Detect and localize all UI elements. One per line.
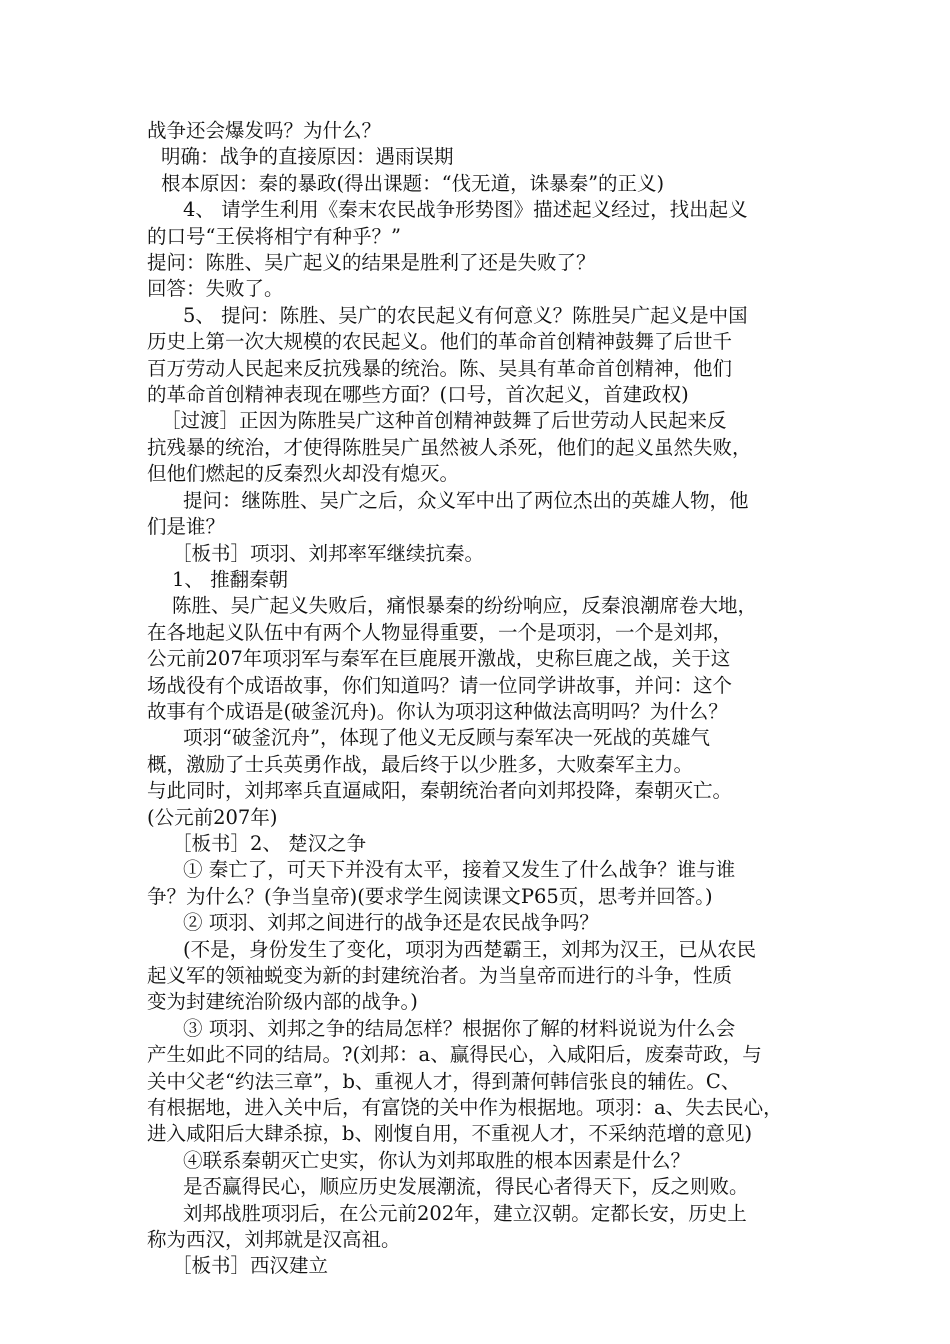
text-line: 称为西汉，刘邦就是汉高祖。 bbox=[147, 1228, 401, 1252]
text-line: 产生如此不同的结局。?(刘邦：a、赢得民心，入咸阳后，废秦苛政，与 bbox=[147, 1043, 762, 1067]
text-line: ② 项羽、刘邦之间进行的战争还是农民战争吗？ bbox=[183, 911, 599, 935]
text-line: ［过渡］正因为陈胜吴广这种首创精神鼓舞了后世劳动人民起来反 bbox=[161, 409, 727, 433]
text-line: 百万劳动人民起来反抗残暴的统治。陈、吴具有革命首创精神，他们 bbox=[147, 356, 733, 380]
text-line: 回答：失败了。 bbox=[147, 277, 284, 301]
text-line: 公元前207年项羽军与秦军在巨鹿展开激战，史称巨鹿之战，关于这 bbox=[147, 647, 731, 671]
text-line: ［板书］项羽、刘邦率军继续抗秦。 bbox=[172, 541, 485, 565]
text-line: 刘邦战胜项羽后，在公元前202年，建立汉朝。定都长安，历史上 bbox=[183, 1201, 747, 1225]
text-line: (公元前207年) bbox=[147, 805, 278, 829]
text-line: 进入咸阳后大肆杀掠，b、刚愎自用，不重视人才，不采纳范增的意见) bbox=[147, 1122, 753, 1146]
text-line: 4、 请学生利用《秦末农民战争形势图》描述起义经过，找出起义 bbox=[183, 198, 748, 222]
text-line: 在各地起义队伍中有两个人物显得重要，一个是项羽，一个是刘邦， bbox=[147, 620, 733, 644]
text-line: 但他们燃起的反秦烈火却没有熄灭。 bbox=[147, 462, 460, 486]
text-line: 起义军的领袖蜕变为新的封建统治者。为当皇帝而进行的斗争，性质 bbox=[147, 964, 733, 987]
text-line: 提问：陈胜、吴广起义的结果是胜利了还是失败了？ bbox=[147, 251, 596, 275]
text-line: 关中父老“约法三章”，b、重视人才，得到萧何韩信张良的辅佐。C、 bbox=[147, 1069, 741, 1093]
text-line: 故事有个成语是(破釜沉舟)。你认为项羽这种做法高明吗？为什么？ bbox=[147, 699, 728, 723]
text-line: 概，激励了士兵英勇作战，最后终于以少胜多，大败秦军主力。 bbox=[147, 752, 694, 776]
text-line: (不是，身份发生了变化，项羽为西楚霸王，刘邦为汉王，已从农民 bbox=[183, 937, 757, 961]
text-line: 历史上第一次大规模的农民起义。他们的革命首创精神鼓舞了后世千 bbox=[147, 330, 733, 354]
text-line: 抗残暴的统治，才使得陈胜吴广虽然被人杀死，他们的起义虽然失败， bbox=[147, 435, 752, 459]
text-line: 提问：继陈胜、吴广之后，众义军中出了两位杰出的英雄人物，他 bbox=[183, 488, 749, 512]
text-line: ［板书］西汉建立 bbox=[172, 1254, 329, 1278]
text-line: 根本原因：秦的暴政(得出课题：“伐无道，诛暴秦”的正义) bbox=[161, 171, 665, 195]
text-line: 的革命首创精神表现在哪些方面？(口号，首次起义，首建政权) bbox=[147, 383, 689, 407]
text-line: 与此同时，刘邦率兵直逼咸阳，秦朝统治者向刘邦投降，秦朝灭亡。 bbox=[147, 779, 733, 803]
text-line: ③ 项羽、刘邦之争的结局怎样？根据你了解的材料说说为什么会 bbox=[183, 1016, 736, 1040]
text-line: 是否赢得民心，顺应历史发展潮流，得民心者得天下，反之则败。 bbox=[183, 1175, 749, 1199]
text-line: 5、 提问：陈胜、吴广的农民起义有何意义？陈胜吴广起义是中国 bbox=[183, 303, 748, 327]
text-line: ［板书］2、 楚汉之争 bbox=[172, 831, 367, 855]
text-line: 陈胜、吴广起义失败后，痛恨暴秦的纷纷响应，反秦浪潮席卷大地， bbox=[172, 594, 758, 618]
text-line: ④联系秦朝灭亡史实，你认为刘邦取胜的根本因素是什么？ bbox=[183, 1148, 691, 1172]
text-line: 变为封建统治阶级内部的战争。) bbox=[147, 990, 418, 1014]
text-line: 场战役有个成语故事，你们知道吗？请一位同学讲故事，并问：这个 bbox=[147, 673, 733, 697]
text-line: 们是谁？ bbox=[147, 515, 226, 539]
text-line: ① 秦亡了，可天下并没有太平，接着又发生了什么战争？谁与谁 bbox=[183, 858, 736, 882]
text-line: 战争还会爆发吗？为什么？ bbox=[147, 119, 382, 142]
text-line: 1、 推翻秦朝 bbox=[172, 567, 289, 591]
text-line: 有根据地，进入关中后，有富饶的关中作为根据地。项羽：a、失去民心， bbox=[147, 1096, 783, 1120]
text-line: 争？为什么？(争当皇帝)(要求学生阅读课文P65页，思考并回答。) bbox=[147, 884, 713, 908]
document-page bbox=[147, 118, 827, 1280]
text-line: 的口号“王侯将相宁有种乎？” bbox=[147, 224, 401, 248]
text-line: 明确：战争的直接原因：遇雨误期 bbox=[161, 145, 454, 169]
text-line: 项羽“破釜沉舟”，体现了他义无反顾与秦军决一死战的英雄气 bbox=[183, 726, 710, 750]
